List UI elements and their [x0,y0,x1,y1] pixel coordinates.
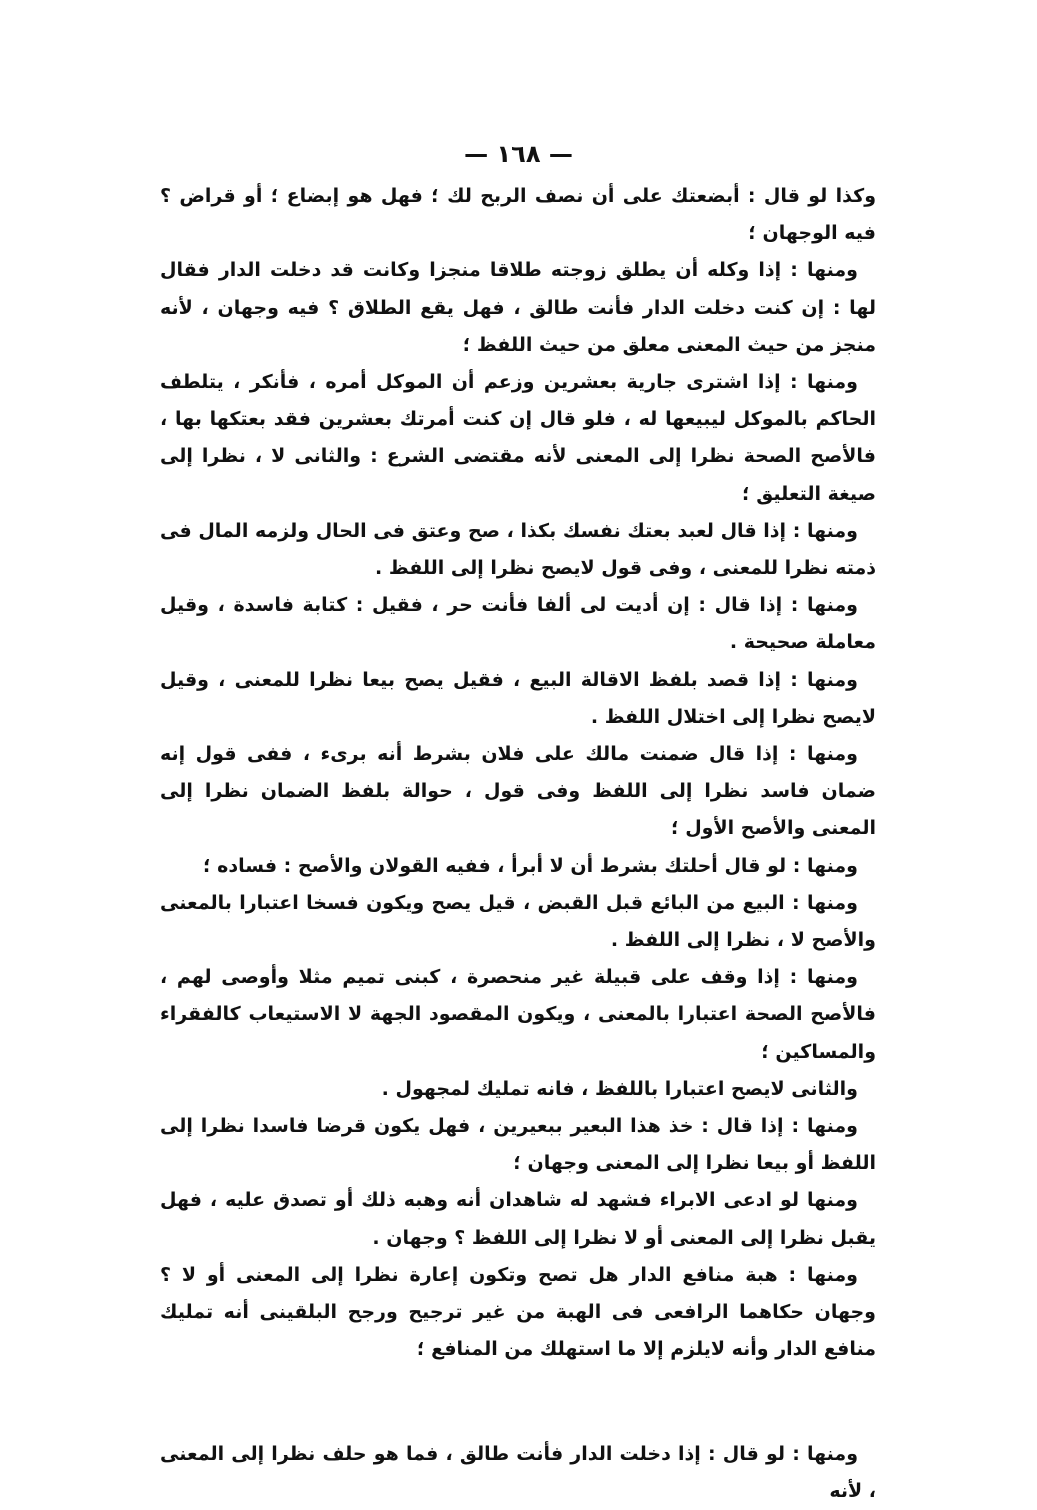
cut-off-last-line [160,1436,876,1502]
paragraph: ومنها : إذا قال ضمنت مالك على فلان بشرط أنه برىء ، ففى قول إنه ضمان فاسد نظرا إلى اللفظ وفى قول ، حوالة بلفظ الضمان نظرا إلى المعنى والأصح الأول ؛ [160,743,876,840]
paragraph: ومنها : إذا اشترى جارية بعشرين وزعم أن الموكل أمره ، فأنكر ، يتلطف الحاكم بالموكل ليبيعها له ، فلو قال إن كنت أمرتك بعشرين فقد بعتكها بها ، فالأصح الصحة نظرا إلى المعنى لأنه مقتضى الشرع : والثانى لا ، نظرا إلى صيغة التعليق ؛ [160,371,876,505]
page-number: — ١٦٨ — [464,140,573,168]
paragraph: ومنها لو ادعى الابراء فشهد له شاهدان أنه وهبه ذلك أو تصدق عليه ، فهل يقبل نظرا إلى المعنى أو لا نظرا إلى اللفظ ؟ وجهان . [160,1189,876,1249]
paragraph: ومنها : لو قال أحلتك بشرط أن لا أبرأ ، ففيه القولان والأصح : فساده ؛ [202,854,858,877]
paragraph: ومنها : البيع من البائع قبل القبض ، قيل يصح ويكون فسخا اعتبارا بالمعنى والأصح لا ، نظرا إلى اللفظ . [160,891,876,952]
paragraph: ومنها : إذا قال : إن أديت لى ألفا فأنت حر ، فقيل : كتابة فاسدة ، وقيل معاملة صحيحة . [160,594,876,654]
paragraph: ومنها : إذا وكله أن يطلق زوجته طلاقا منجزا وكانت قد دخلت الدار فقال لها : إن كنت دخلت الدار فأنت طالق ، فهل يقع الطلاق ؟ فيه وجهان ، لأنه منجز من حيث المعنى معلق من حيث اللفظ ؛ [160,259,876,356]
paragraph: ومنها : إذا قال لعبد بعتك نفسك بكذا ، صح وعتق فى الحال ولزمه المال فى ذمته نظرا للمعنى ، وفى قول لايصح نظرا إلى اللفظ . [160,519,876,580]
paragraph: ومنها : إذا قال : خذ هذا البعير ببعيرين ، فهل يكون قرضا فاسدا نظرا إلى اللفظ أو بيعا نظرا إلى المعنى وجهان ؛ [160,1115,876,1175]
paragraph: وكذا لو قال : أبضعتك على أن نصف الربح لك ؛ فهل هو إبضاع ؛ أو قراض ؟ فيه الوجهان ؛ [160,185,876,245]
paragraph: ومنها : لو قال : إذا دخلت الدار فأنت طالق ، فما هو حلف نظرا إلى المعنى ، لأنه [160,1443,876,1502]
paragraph: ومنها : إذا قصد بلفظ الاقالة البيع ، فقيل يصح بيعا نظرا للمعنى ، وقيل لايصح نظرا إلى اختلال اللفظ . [160,668,876,728]
text-body [160,178,876,1369]
paragraph: ومنها : هبة منافع الدار هل تصح وتكون إعارة نظرا إلى المعنى أو لا ؟ وجهان حكاهما الرافعى فى الهبة من غير ترجيح ورجح البلقينى أنه تمليك منافع الدار وأنه لايلزم إلا ما استهلك من المنافع ؛ [160,1263,876,1361]
paragraph: والثانى لايصح اعتبارا باللفظ ، فانه تمليك لمجهول . [381,1077,858,1100]
paragraph: ومنها : إذا وقف على قبيلة غير منحصرة ، كبنى تميم مثلا وأوصى لهم ، فالأصح الصحة اعتبارا بالمعنى ، ويكون المقصود الجهة لا الاستيعاب كالفقراء والمساكين ؛ [160,966,876,1063]
